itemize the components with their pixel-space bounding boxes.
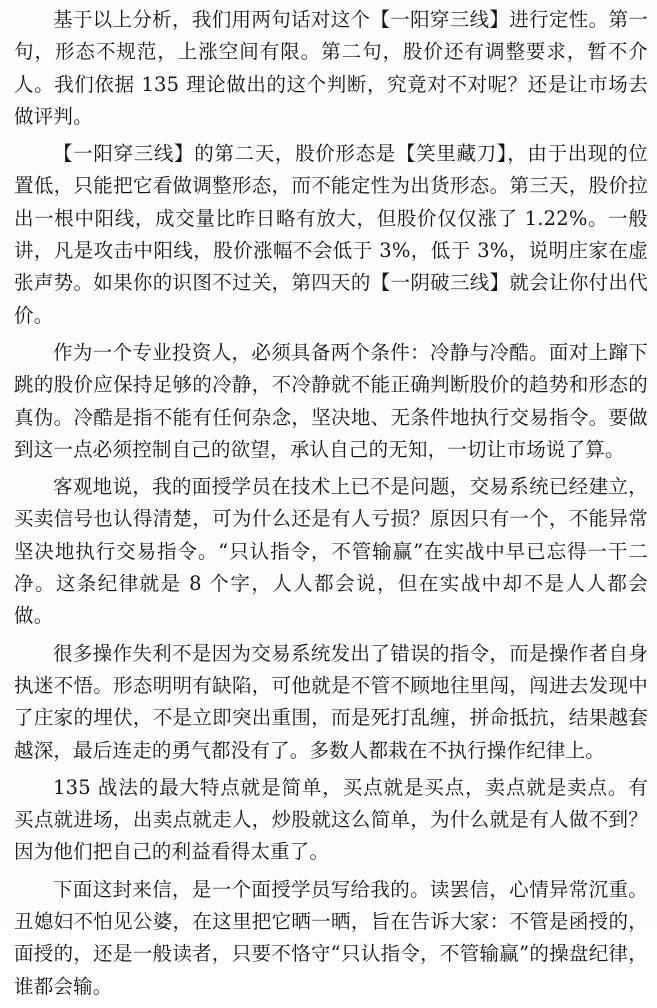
paragraph-pattern-followup: 【一阳穿三线】的第二天，股价形态是【笑里藏刀】，由于出现的位置低，只能把它看做调整形态，而不能定性为出货形态。第三天，股价拉出一根中阳线，成交量比昨日略有放大，但股价仅仅涨了 1.22%。一般讲，凡是攻击中阳线，股价涨幅不会低于 3%，低于 3%，说明庄家在虚张声势。如果你的识图不过关，第四天的【一阴破三线】就会让你付出代价。 <box>14 142 648 327</box>
paragraph-investor-qualities: 作为一个专业投资人，必须具备两个条件：冷静与冷酷。面对上蹿下跳的股价应保持足够的冷静，不冷静就不能正确判断股价的趋势和形态的真伪。冷酷是指不能有任何杂念，坚决地、无条件地执行交易指令。要做到这一点必须控制自己的欲望，承认自己的无知，一切让市场说了算。 <box>14 340 648 461</box>
paragraph-operation-failures: 很多操作失利不是因为交易系统发出了错误的指令，而是操作者自身执迷不悟。形态明明有缺陷，可他就是不管不顾地往里闯，闯进去发现中了庄家的埋伏，不是立即突出重围，而是死打乱缠，拼命抵抗，结果越套越深，最后连走的勇气都没有了。多数人都栽在不执行操作纪律上。 <box>14 641 648 762</box>
paragraph-135-simplicity: 135 战法的最大特点就是简单，买点就是买点，卖点就是卖点。有买点就进场，出卖点就走人，炒股就这么简单，为什么就是有人做不到？因为他们把自己的利益看得太重了。 <box>14 775 648 864</box>
paragraph-analysis-conclusion: 基于以上分析，我们用两句话对这个【一阳穿三线】进行定性。第一句，形态不规范，上涨空间有限。第二句，股价还有调整要求，暂不介人。我们依据 135 理论做出的这个判断，究竟对不对呢？还是让市场去做评判。 <box>14 8 648 128</box>
paragraph-student-letter: 下面这封来信，是一个面授学员写给我的。读罢信，心情异常沉重。丑媳妇不怕见公婆，在这里把它晒一晒，旨在告诉大家：不管是函授的，面授的，还是一般读者，只要不恪守“只认指令，不管输赢”的操盘纪律，谁都会输。 <box>14 877 648 998</box>
body-text <box>14 4 648 1008</box>
paragraph-student-discipline: 客观地说，我的面授学员在技术上已不是问题，交易系统已经建立，买卖信号也认得清楚，可为什么还是有人亏损？原因只有一个，不能异常坚决地执行交易指令。“只认指令，不管输赢”在实战中早已忘得一干二净。这条纪律就是 8 个字，人人都会说，但在实战中却不是人人都会做。 <box>14 475 648 628</box>
